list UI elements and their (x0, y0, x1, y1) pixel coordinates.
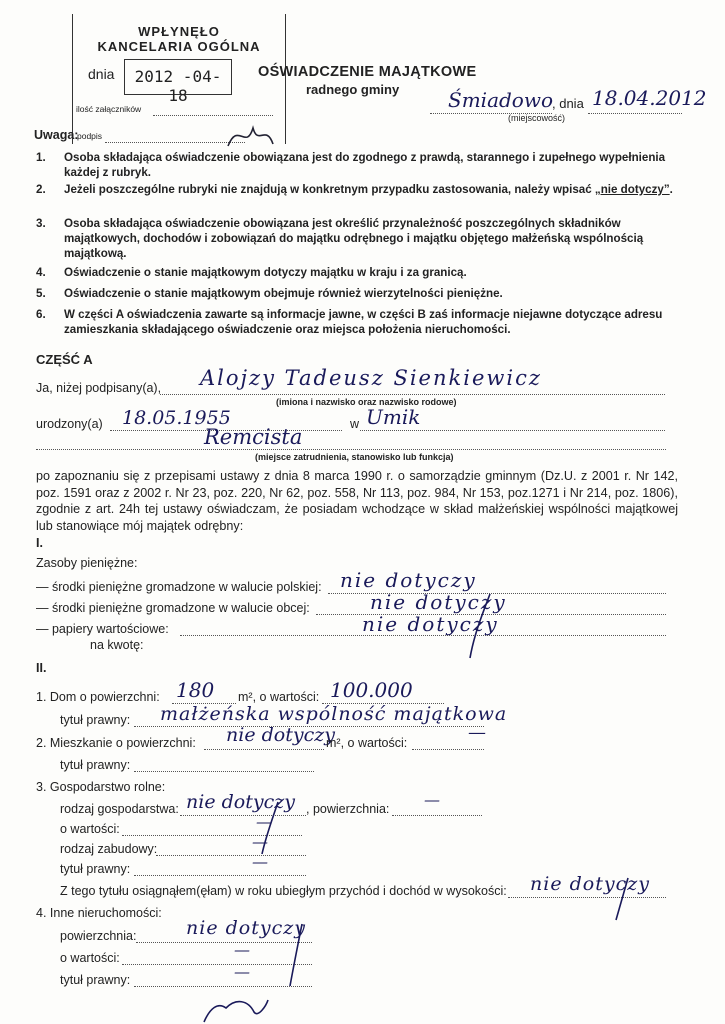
stamp-date-value: 2012 -04- 18 (134, 67, 222, 105)
other-title-label: tytuł prawny: (60, 973, 131, 987)
born-in-label: w (350, 417, 360, 431)
other-value-value: — (234, 940, 250, 959)
farm-type-label: rodzaj gospodarstwa: (60, 802, 179, 816)
farm-area-value: — (424, 790, 440, 809)
income-dash-strike (606, 874, 636, 924)
pln-funds-value: nie dotyczy (340, 568, 477, 592)
farm-build-label: rodzaj zabudowy: (60, 842, 158, 856)
born-date: 18.05.1955 (122, 407, 231, 429)
legal-text: po zapoznaniu się z przepisami ustawy z dnia 8 marca 1990 r. o samorządzie gminnym (Dz.U. z 2001 r. Nr 142, poz. 1591 oraz z 2002 r. Nr 23, poz. 220, Nr 62, poz. 558, Nr 113, poz. 984, Nr 153, poz.1271 i Nr 214, poz. 1806), zgodnie z art. 24h tej ustawy oświadczam, że posiadam wchodzące w skład małżeńskiej wspólności majątkowej lub stanowiące mój majątek odrębny: (36, 469, 678, 533)
pln-funds-label: — środki pieniężne gromadzone w walucie polskiej: (36, 580, 322, 594)
securities-label: — papiery wartościowe: (36, 622, 169, 636)
farm-title-value: — (252, 852, 268, 871)
other-value-label: o wartości: (60, 951, 120, 965)
occupation-caption: (miejsce zatrudnienia, stanowisko lub funkcja) (255, 452, 454, 462)
header-date-value: 18.04.2012 (592, 86, 707, 110)
farm-value-value: — (256, 812, 272, 831)
other-title-value: — (234, 962, 250, 981)
born-place: Umik (366, 405, 421, 429)
flat-unit: m², o wartości: (326, 736, 408, 750)
farm-type-value: nie dotyczy (186, 791, 295, 813)
farm-income-value: nie dotyczy (530, 873, 650, 895)
document-title: OŚWIADCZENIE MAJĄTKOWE (258, 64, 477, 80)
other-area-value: nie dotyczy (186, 917, 306, 939)
house-value: 100.000 (330, 678, 413, 702)
declarant-label: Ja, niżej podpisany(a), (36, 381, 162, 395)
part-a-heading: CZĘŚĆ A (36, 352, 93, 367)
section-2-heading: II. (36, 661, 47, 675)
place-caption: (miejscowość) (508, 113, 566, 123)
house-title-value: małżeńska wspólność majątkowa (160, 703, 508, 725)
farm-dash-strike (252, 798, 286, 858)
stamp-attachments-label: ilość załączników (76, 104, 142, 114)
bottom-initials-signature (196, 994, 276, 1024)
farm-label: 3. Gospodarstwo rolne: (36, 780, 166, 794)
born-label: urodzony(a) (36, 417, 103, 431)
house-title-label: tytuł prawny: (60, 713, 131, 727)
farm-value-label: o wartości: (60, 822, 120, 836)
stamp-date-label: dnia (88, 66, 115, 82)
declarant-caption: (imiona i nazwisko oraz nazwisko rodowe) (276, 397, 457, 407)
header-date-label: , dnia (552, 96, 584, 111)
dash-strike (460, 590, 500, 662)
notes-label: Uwaga: (34, 128, 79, 142)
farm-title-label: tytuł prawny: (60, 862, 131, 876)
farm-build-value: — (252, 832, 268, 851)
other-label: 4. Inne nieruchomości: (36, 906, 162, 920)
flat-title-label: tytuł prawny: (60, 758, 131, 772)
house-area: 180 (176, 678, 215, 702)
house-label: 1. Dom o powierzchni: (36, 690, 160, 704)
foreign-funds-value: nie dotyczy (370, 590, 507, 614)
resources-label: Zasoby pieniężne: (36, 556, 138, 570)
declarant-value: Alojzy Tadeusz Sienkiewicz (200, 366, 542, 390)
section-1-heading: I. (36, 536, 43, 550)
stamp-office: KANCELARIA OGÓLNA (97, 39, 261, 54)
occupation-value: Remcista (204, 425, 303, 449)
stamp-signature-label: podpis (77, 131, 103, 141)
stamp-received: WPŁYNĘŁO (138, 24, 220, 39)
farm-area-label: , powierzchnia: (306, 802, 390, 816)
flat-value: — (468, 722, 486, 743)
other-area-label: powierzchnia: (60, 929, 137, 943)
document-subtitle: radnego gminy (306, 82, 400, 97)
other-dash-strike (280, 920, 310, 990)
flat-label: 2. Mieszkanie o powierzchni: (36, 736, 196, 750)
securities-value: nie dotyczy (362, 612, 499, 636)
flat-area: nie dotyczy (226, 724, 335, 746)
foreign-funds-label: — środki pieniężne gromadzone w walucie obcej: (36, 601, 310, 615)
place-value: Śmiadowo (448, 88, 553, 112)
stamp-date-box (124, 59, 232, 105)
farm-income-label: Z tego tytułu osiągnąłem(ęłam) w roku ubiegłym przychód i dochód w wysokości: (60, 884, 507, 898)
house-unit: m², o wartości: (238, 690, 320, 704)
amount-label: na kwotę: (90, 638, 144, 652)
